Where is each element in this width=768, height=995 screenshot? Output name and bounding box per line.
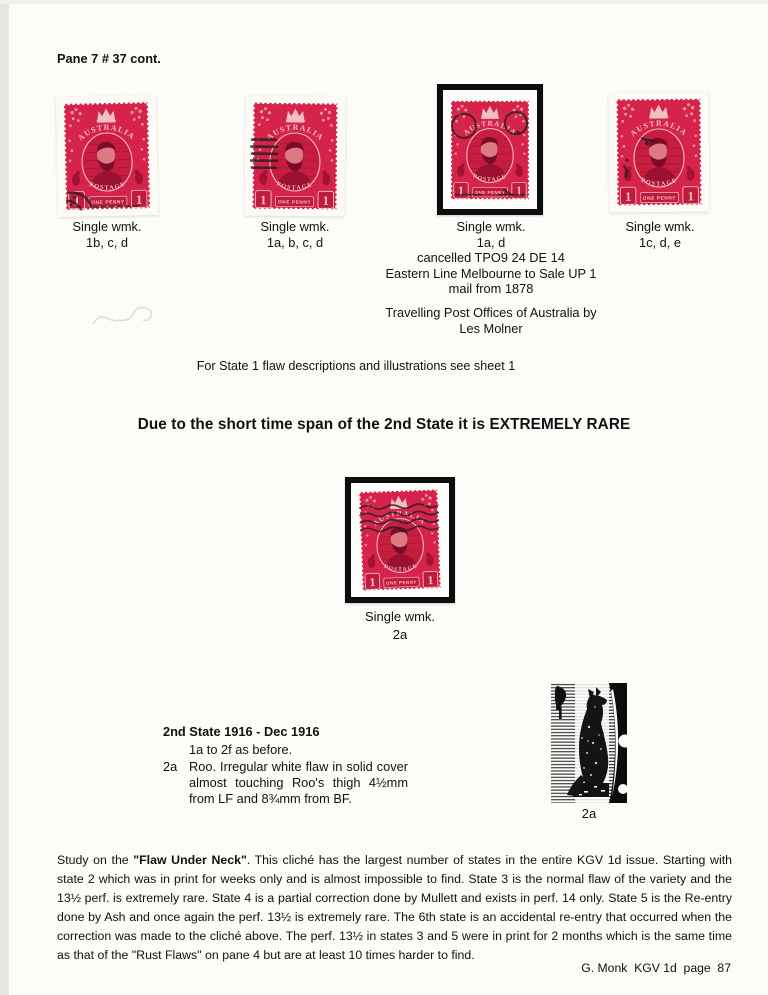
kgv-stamp-image (447, 98, 533, 202)
caption-line: Les Molner (459, 320, 523, 336)
page-header: Pane 7 # 37 cont. (57, 51, 161, 66)
caption-line: 1c, d, e (639, 235, 681, 250)
state-intro: 1a to 2f as before. (189, 742, 293, 758)
kgv-stamp-image (614, 96, 705, 209)
attribution (377, 305, 605, 336)
roo-detail-image (551, 682, 627, 804)
state-item-2a (163, 759, 408, 808)
study-bold: "Flaw Under Neck" (133, 853, 247, 867)
caption-line: 1b, c, d (86, 235, 128, 250)
scan-edge-top (0, 0, 768, 4)
stamp-2a-framed (345, 477, 455, 603)
caption-line: Single wmk. (260, 219, 330, 234)
stamp-1a-b-c-d (244, 95, 345, 216)
stamp-1b-c-d (56, 95, 158, 217)
stamp-1a-d-framed (437, 84, 543, 215)
study-rest: . This cliché has the largest number of states in the entire KGV 1d issue. Starting with state 2 which was in print for weeks only and is almost impossible to find. State 3 is the normal flaw of the variety and the 13½ perf. is extremely rare. State 4 is a partial correction done by Mullett and exists in perf. 14 only. State 5 is the Re-entry done by Ash and once again the perf. 13½ is extremely rare. The 6th state is an accidental re-entry that occurred when the correction was made to the cliché above. The perf. 13½ in states 3 and 5 were in print for 2 months which is the same time as that of the "Rust Flaws" on pane 4 but are at least 10 times harder to find. (57, 853, 732, 962)
study-paragraph (57, 851, 732, 964)
state-item-text: Roo. Irregular white flaw in solid cover almost touching Roo's thigh 4½mm from LF and 8¾mm from BF. (189, 758, 408, 807)
stamp-2-caption (232, 219, 358, 251)
stamp-1-caption (47, 219, 167, 251)
caption-line: 2a (392, 627, 408, 642)
roo-figure-label: 2a (581, 806, 597, 821)
scan-edge-left (0, 0, 9, 995)
caption-line: Eastern Line Melbourne to Sale UP 1 (385, 265, 597, 281)
stamp-4-caption (601, 219, 719, 251)
caption-line: 1a, b, c, d (266, 235, 324, 250)
caption-line: Single wmk. (625, 219, 695, 234)
second-state-section (163, 724, 408, 807)
state-item-label: 2a (163, 758, 178, 774)
caption-line: cancelled TPO9 24 DE 14 (417, 250, 565, 266)
state-heading: 2nd State 1916 - Dec 1916 (163, 724, 320, 739)
stamp-2a-caption (340, 608, 460, 644)
caption-line: Single wmk. (364, 609, 436, 624)
caption-line: Single wmk. (456, 219, 526, 234)
study-prefix: Study on the (57, 853, 134, 867)
stamp-3-caption (377, 219, 605, 336)
stamp-1c-d-e (608, 92, 709, 213)
rare-note: Due to the short time span of the 2nd State it is EXTREMELY RARE (137, 416, 631, 433)
caption-line: 1a, d (476, 234, 506, 250)
caption-line: Travelling Post Offices of Australia by (385, 304, 597, 320)
kgv-stamp-image (249, 100, 340, 213)
pencil-mark (88, 294, 188, 334)
page-footer: G. Monk KGV 1d page 87 (581, 961, 731, 975)
caption-line: Single wmk. (72, 219, 142, 234)
caption-line: mail from 1878 (448, 281, 534, 297)
kgv-stamp-image (61, 99, 153, 213)
kgv-stamp-image (354, 486, 446, 593)
state1-note: For State 1 flaw descriptions and illustrations see sheet 1 (196, 359, 516, 373)
